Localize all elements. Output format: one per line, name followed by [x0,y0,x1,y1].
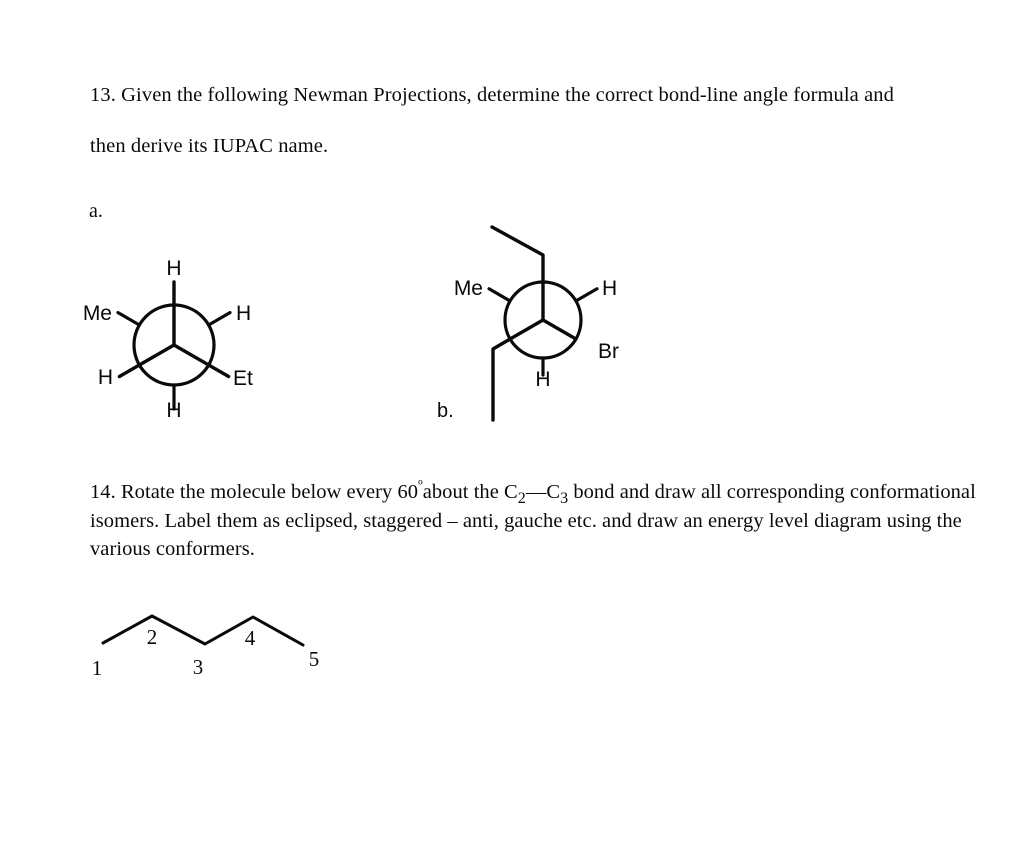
carbon-3-subscript: 3 [560,490,569,508]
atom-label-b-front-lower-right: Br [598,340,619,363]
chain-lower-b [493,339,510,420]
chain-lower-path-b [493,339,510,420]
bond-front-lower-left-b [510,320,543,339]
bond-back-upper-left [118,313,139,325]
chain-upper-b [492,227,543,282]
chain-number-2: 2 [146,625,158,649]
part-label-a: a. [89,200,103,222]
question-14-dash: —C [525,481,561,503]
atom-label-b-back-upper-right: H [602,277,618,300]
atom-label-a-front-lower-right: Et [233,367,253,390]
bond-front-lower-left [119,345,174,377]
question-14-text [90,478,980,564]
atom-label-a-front-top: H [166,257,182,280]
question-13-line-2: then derive its IUPAC name. [90,135,329,157]
newman-projection-a [82,257,290,422]
question-14-after-degree: about the C [422,481,518,503]
bond-back-upper-right-b [576,289,597,301]
question-13-line-1: 13. Given the following Newman Projections, determine the correct bond-line angle formula and [90,84,895,106]
carbon-2-subscript: 2 [517,490,526,508]
atom-label-b-back-upper-left: Me [453,277,483,300]
atom-label-a-back-upper-left: Me [82,302,112,325]
question-14-tail: bond and draw all corresponding conformational isomers. Label them as eclipsed, staggered – anti, gauche etc. and draw an energy level diagram using the various conformers. [90,481,976,560]
chain-number-5: 5 [308,647,320,671]
chain-upper-path-b [492,227,543,282]
question-14-lead: 14. Rotate the molecule below every 60 [90,481,419,503]
atom-label-a-back-upper-right: H [236,302,252,325]
bond-front-lower-right-b [543,320,576,339]
atom-label-b-back-bottom: H [535,368,551,391]
bond-back-upper-left-b [489,289,510,301]
chain-number-3: 3 [192,655,204,679]
chain-zigzag-path [103,616,303,645]
degree-symbol: º [418,478,423,495]
bond-line-pentane-chain [80,595,360,695]
atom-label-a-front-lower-left: H [97,366,113,389]
atom-label-a-back-bottom: H [166,399,182,422]
chain-number-1: 1 [91,656,103,680]
bond-back-upper-right [209,313,230,325]
question-13-text [90,70,1000,172]
bond-front-lower-right [174,345,229,377]
chain-number-4: 4 [244,626,256,650]
part-label-b: b. [437,400,454,422]
newman-projection-b [450,215,650,435]
